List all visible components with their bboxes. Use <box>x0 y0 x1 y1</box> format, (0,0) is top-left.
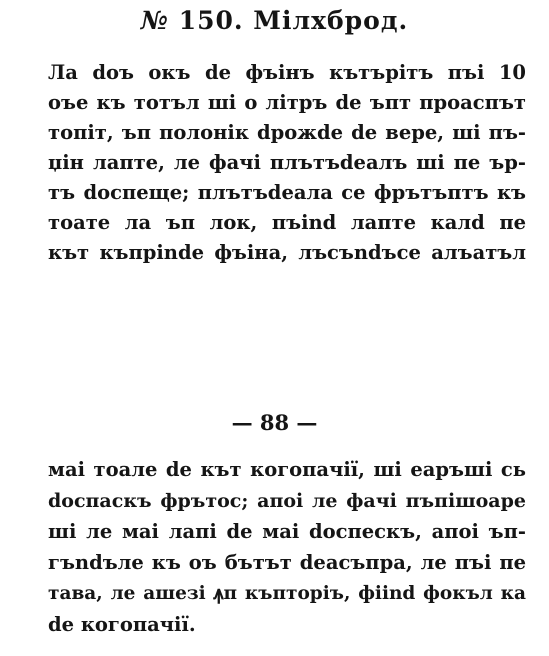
text-line: тъ doспеще; плътъdеала се фрътъптъ къ <box>48 181 526 204</box>
page-number: — 88 — <box>231 410 318 435</box>
recipe-title-text: 150. Мілхброд. <box>168 6 409 35</box>
text-line: de когопачії. <box>48 613 196 636</box>
text-line: оъе къ тотъл ші о літръ de ъпт проаспът <box>48 91 526 114</box>
text-line: тава, ле ашезі ꙟп къпторіъ, фііnd фокъл ка <box>48 583 526 604</box>
text-line: Ла doъ окъ de фъінъ кътърітъ пъі 10 <box>48 61 526 84</box>
text-line: гъndъле къ оъ бътът deaсъпра, ле пъі пе <box>48 551 526 574</box>
text-line: кът къпрinde фъіна, лъсъndъсе алъатъл <box>48 241 526 264</box>
recipe-title <box>0 6 549 35</box>
text-line: топіт, ъп полонік dрожdе de вере, ші пъ- <box>48 121 526 144</box>
text-line: doспаскъ фрътос; апоі ле фачі пъпішоаре <box>48 490 526 512</box>
text-line: ші ле маі лапі de маі doспескъ, апоі ъп- <box>48 520 526 543</box>
text-line: маі тоале de кът когопачії, ші еаръші сь <box>48 458 526 481</box>
text-line: џін лапте, ле фачі плътъdеалъ ші пе ър- <box>48 151 526 174</box>
number-sign: № <box>140 6 169 35</box>
text-line: тоате ла ъп лок, пъіnd лапте калd пе <box>48 211 526 234</box>
